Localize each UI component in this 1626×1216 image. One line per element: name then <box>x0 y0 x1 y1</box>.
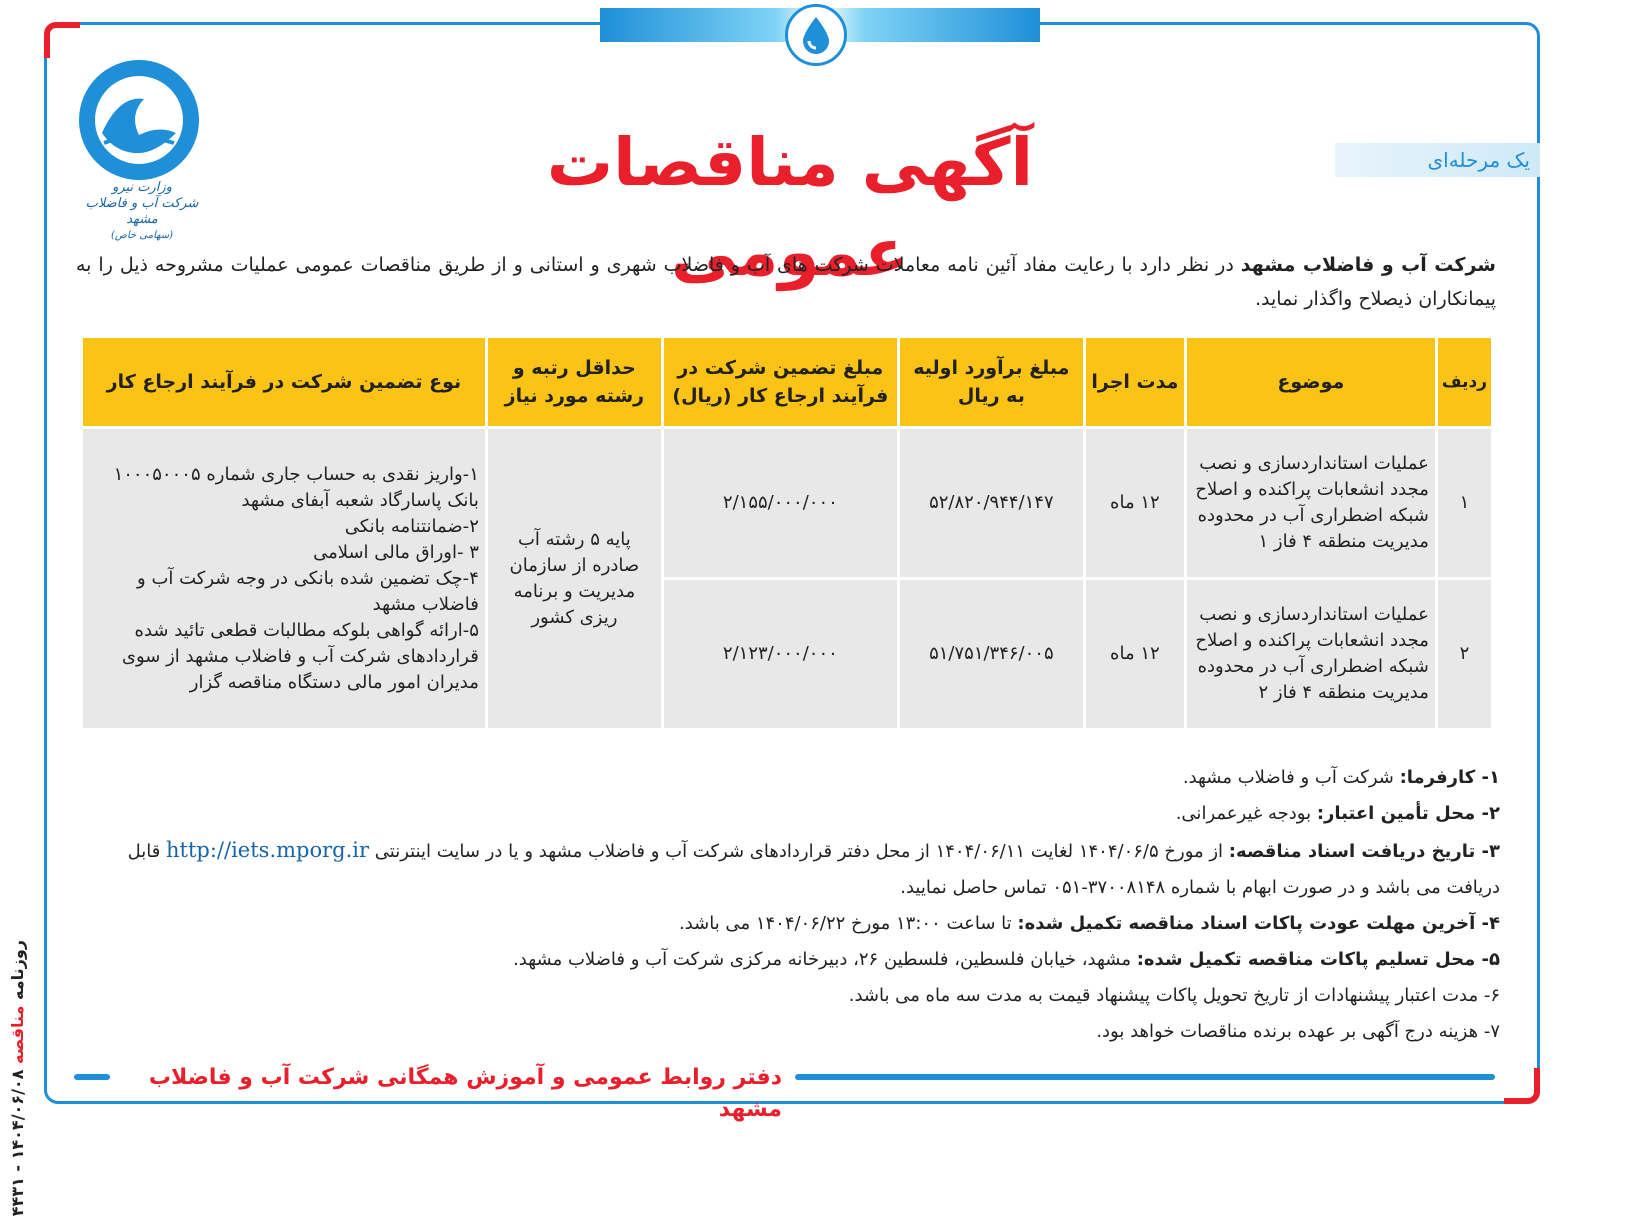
logo-text: وزارت نیرو شرکت آب و فاضلاب مشهد (سهامی خاص) <box>85 180 199 241</box>
header-row-number: ردیف <box>1438 338 1491 426</box>
cell-row-number: ۱ <box>1438 429 1491 577</box>
header-rank: حداقل رتبه و رشته مورد نیاز <box>488 338 661 426</box>
cell-subject: عملیات استانداردسازی و نصب مجدد انشعابات پراکنده و اصلاح شبکه اضطراری آب در محدوده مدیریت منطقه ۴ فاز ۱ <box>1187 429 1435 577</box>
note-item: ۲- محل تأمین اعتبار: بودجه غیرعمرانی. <box>1175 803 1500 824</box>
cell-duration: ۱۲ ماه <box>1086 580 1184 728</box>
cell-estimate: ۵۱/۷۵۱/۳۴۶/۰۰۵ <box>900 580 1083 728</box>
note-item: ۳- تاریخ دریافت اسناد مناقصه: از مورخ ۱۴۰۴/۰۶/۵ لغایت ۱۴۰۴/۰۶/۱۱ از محل دفتر قراردادهای شرکت آب و فاضلاب مشهد و یا در سایت اینترنتی http://iets.mporg.ir قابل دریافت می باشد و در صورت ابهام با شماره ۳۷۰۰۸۱۴۸-۰۵۱ تماس حاصل نمایید. <box>127 838 1500 898</box>
page-title: آگهی مناقصات عمومی <box>546 124 1034 291</box>
header-estimate: مبلغ برآورد اولیه به ریال <box>900 338 1083 426</box>
corner-decoration <box>44 22 80 58</box>
header-guarantee-type: نوع تضمین شرکت در فرآیند ارجاع کار <box>83 338 485 426</box>
note-item: ۶- مدت اعتبار پیشنهادات از تاریخ تحویل پاکات پیشنهاد قیمت به مدت سه ماه می باشد. <box>848 985 1500 1006</box>
tender-website-link[interactable]: http://iets.mporg.ir <box>166 838 370 862</box>
note-item: ۷- هزینه درج آگهی بر عهده برنده مناقصات خواهد بود. <box>1096 1021 1500 1042</box>
header-subject: موضوع <box>1187 338 1435 426</box>
cell-subject: عملیات استانداردسازی و نصب مجدد انشعابات پراکنده و اصلاح شبکه اضطراری آب در محدوده مدیریت منطقه ۴ فاز ۲ <box>1187 580 1435 728</box>
intro-paragraph <box>76 248 1496 316</box>
header-guarantee-amount: مبلغ تضمین شرکت در فرآیند ارجاع کار (ریال) <box>664 338 897 426</box>
footer-divider <box>795 1074 1495 1080</box>
notes-list <box>80 760 1500 1050</box>
guarantee-item: ۳ -اوراق مالی اسلامی <box>313 541 479 563</box>
cell-duration: ۱۲ ماه <box>1086 429 1184 577</box>
cell-guarantee-amount: ۲/۱۲۳/۰۰۰/۰۰۰ <box>664 580 897 728</box>
intro-text: در نظر دارد با رعایت مفاد آئین نامه معاملات شرکت های آب و فاضلاب شهری و استانی و از طریق مناقصات عمومی عملیات مشروحه ذیل را به پیمانکاران ذیصلاح واگذار نماید. <box>76 254 1496 310</box>
footer-divider <box>74 1074 110 1080</box>
cell-guarantee-type <box>83 429 485 728</box>
table-header-row <box>83 338 1491 426</box>
guarantee-item: ۴-چک تضمین شده بانکی در وجه شرکت آب و فاضلاب مشهد <box>137 567 479 615</box>
tender-table <box>80 335 1494 731</box>
footer-text: دفتر روابط عمومی و آموزش همگانی شرکت آب و فاضلاب مشهد <box>148 1065 782 1122</box>
company-name: شرکت آب و فاضلاب مشهد <box>1240 254 1496 276</box>
corner-decoration <box>1504 1068 1540 1104</box>
guarantee-item: ۵-ارائه گواهی بلوکه مطالبات قطعی تائید شده قراردادهای شرکت آب و فاضلاب مشهد از سوی مدیران امور مالی دستگاه مناقصه گزار <box>121 619 479 693</box>
table-row <box>83 429 1491 577</box>
guarantee-item: ۱-واریز نقدی به حساب جاری شماره ۱۰۰۰۵۰۰۰۵ بانک پاسارگاد شعبه آبفای مشهد <box>113 463 479 511</box>
header-duration: مدت اجرا <box>1086 338 1184 426</box>
cell-estimate: ۵۲/۸۲۰/۹۴۴/۱۴۷ <box>900 429 1083 577</box>
company-logo <box>74 55 204 185</box>
cell-rank: پایه ۵ رشته آب صادره از سازمان مدیریت و برنامه ریزی کشور <box>488 429 661 728</box>
note-item: ۵- محل تسلیم پاکات مناقصه تکمیل شده: مشهد، خیابان فلسطین، فلسطین ۲۶، دبیرخانه مرکزی شرکت آب و فاضلاب مشهد. <box>513 949 1500 970</box>
note-item: ۴- آخرین مهلت عودت پاکات اسناد مناقصه تکمیل شده: تا ساعت ۱۳:۰۰ مورخ ۱۴۰۴/۰۶/۲۲ می باشد. <box>678 913 1500 934</box>
cell-row-number: ۲ <box>1438 580 1491 728</box>
guarantee-item: ۲-ضمانتنامه بانکی <box>344 515 479 537</box>
water-drop-icon <box>785 4 847 66</box>
stage-badge: یک مرحله‌ای <box>1335 143 1540 177</box>
note-item: ۱- کارفرما: شرکت آب و فاضلاب مشهد. <box>1182 767 1500 788</box>
cell-guarantee-amount: ۲/۱۵۵/۰۰۰/۰۰۰ <box>664 429 897 577</box>
